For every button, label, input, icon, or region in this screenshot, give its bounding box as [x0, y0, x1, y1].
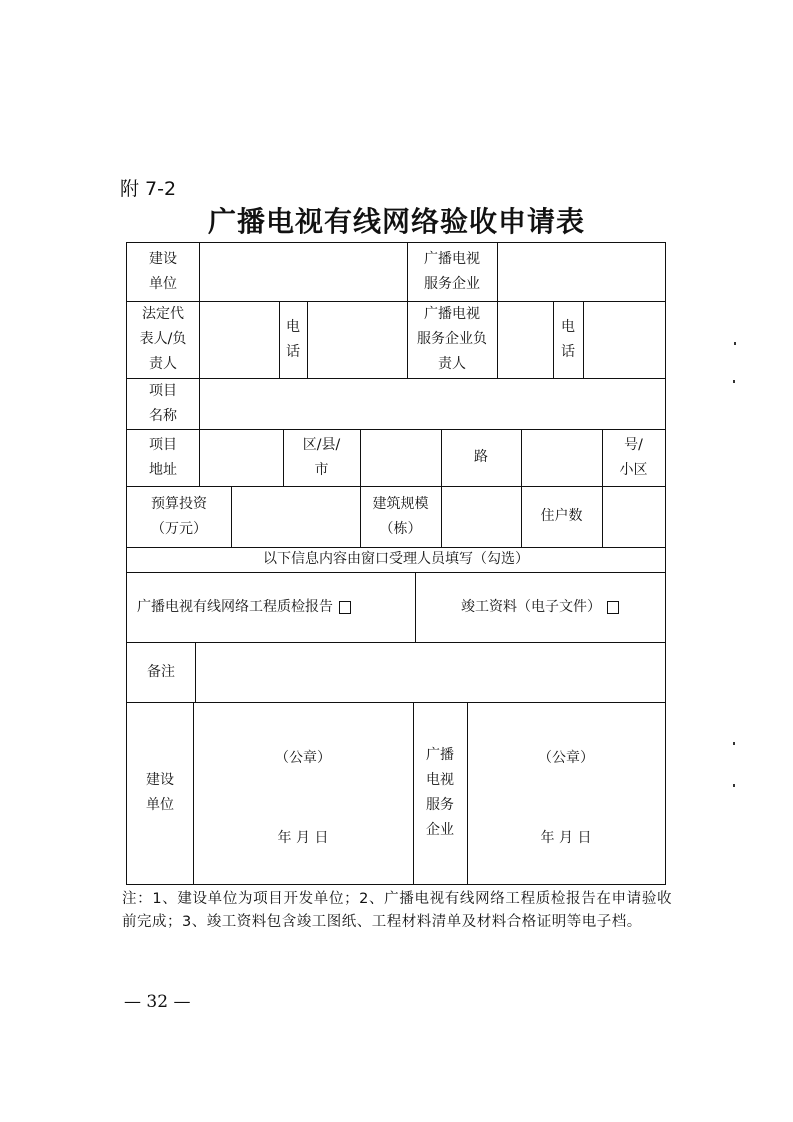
phone-field[interactable] [307, 301, 407, 378]
phone-label: 电 话 [286, 318, 300, 360]
broadcast-enterprise-label: 广播电视 服务企业 [424, 251, 480, 292]
address-field-3[interactable] [521, 429, 602, 486]
households-field[interactable] [602, 486, 665, 547]
quality-report-label: 广播电视有线网络工程质检报告 [137, 598, 333, 615]
address-field-2[interactable] [360, 429, 441, 486]
address-field-1[interactable] [199, 429, 283, 486]
enterprise-responsible-field[interactable] [497, 301, 553, 378]
seal-1: （公章） [275, 749, 331, 766]
legal-rep-field[interactable] [199, 301, 279, 378]
phone-label-2: 电 话 [561, 318, 575, 360]
scan-speck [733, 742, 735, 745]
col-divider [467, 702, 468, 884]
date-1: 年 月 日 [277, 829, 329, 846]
budget-label: 预算投资 （万元） [151, 495, 207, 537]
phone-field-2[interactable] [583, 301, 665, 378]
quality-report-checkbox[interactable] [339, 601, 351, 614]
completion-docs-label: 竣工资料（电子文件） [461, 598, 601, 615]
scan-speck [733, 380, 735, 383]
legal-rep-label: 法定代 表人/负 责人 [139, 306, 187, 372]
window-info-banner: 以下信息内容由窗口受理人员填写（勾选） [263, 551, 529, 567]
scan-speck [734, 342, 736, 345]
sign-unit-label: 建设 单位 [146, 772, 174, 813]
row-divider [127, 702, 665, 703]
quality-report-option[interactable] [127, 572, 415, 642]
attachment-label: 附 7-2 [120, 178, 177, 200]
form-title: 广播电视有线网络验收申请表 [207, 205, 585, 238]
households-label: 住户数 [540, 508, 583, 524]
project-name-field[interactable] [199, 378, 665, 429]
seal-2: （公章） [538, 749, 594, 766]
construction-unit-label: 建设 单位 [149, 251, 177, 292]
col-divider [193, 702, 194, 884]
remarks-field[interactable] [195, 642, 665, 702]
page-number: — 32 — [124, 992, 191, 1012]
district-label: 区/县/ 市 [302, 436, 341, 478]
project-address-label: 项目 地址 [149, 436, 177, 478]
road-label: 路 [474, 449, 488, 465]
enterprise-responsible-label: 广播电视 服务企业负 责人 [417, 306, 487, 372]
sign-enterprise-label: 广播 电视 服务 企业 [426, 747, 454, 838]
footnote: 注：1、建设单位为项目开发单位；2、广播电视有线网络工程质检报告在申请验收前完成；3、竣工资料包含竣工图纸、工程材料清单及材料合格证明等电子档。 [122, 891, 672, 930]
scan-speck [733, 784, 735, 787]
application-form-table [126, 242, 666, 885]
budget-field[interactable] [231, 486, 360, 547]
date-2: 年 月 日 [540, 829, 592, 846]
completion-docs-checkbox[interactable] [607, 601, 619, 614]
building-scale-field[interactable] [441, 486, 521, 547]
construction-unit-field[interactable] [199, 243, 407, 301]
number-label: 号/ 小区 [619, 436, 648, 478]
project-name-label: 项目 名称 [149, 382, 177, 424]
completion-docs-option[interactable] [415, 572, 665, 642]
remarks-label: 备注 [147, 663, 175, 680]
building-scale-label: 建筑规模 （栋） [372, 495, 429, 537]
broadcast-enterprise-field[interactable] [497, 243, 665, 301]
